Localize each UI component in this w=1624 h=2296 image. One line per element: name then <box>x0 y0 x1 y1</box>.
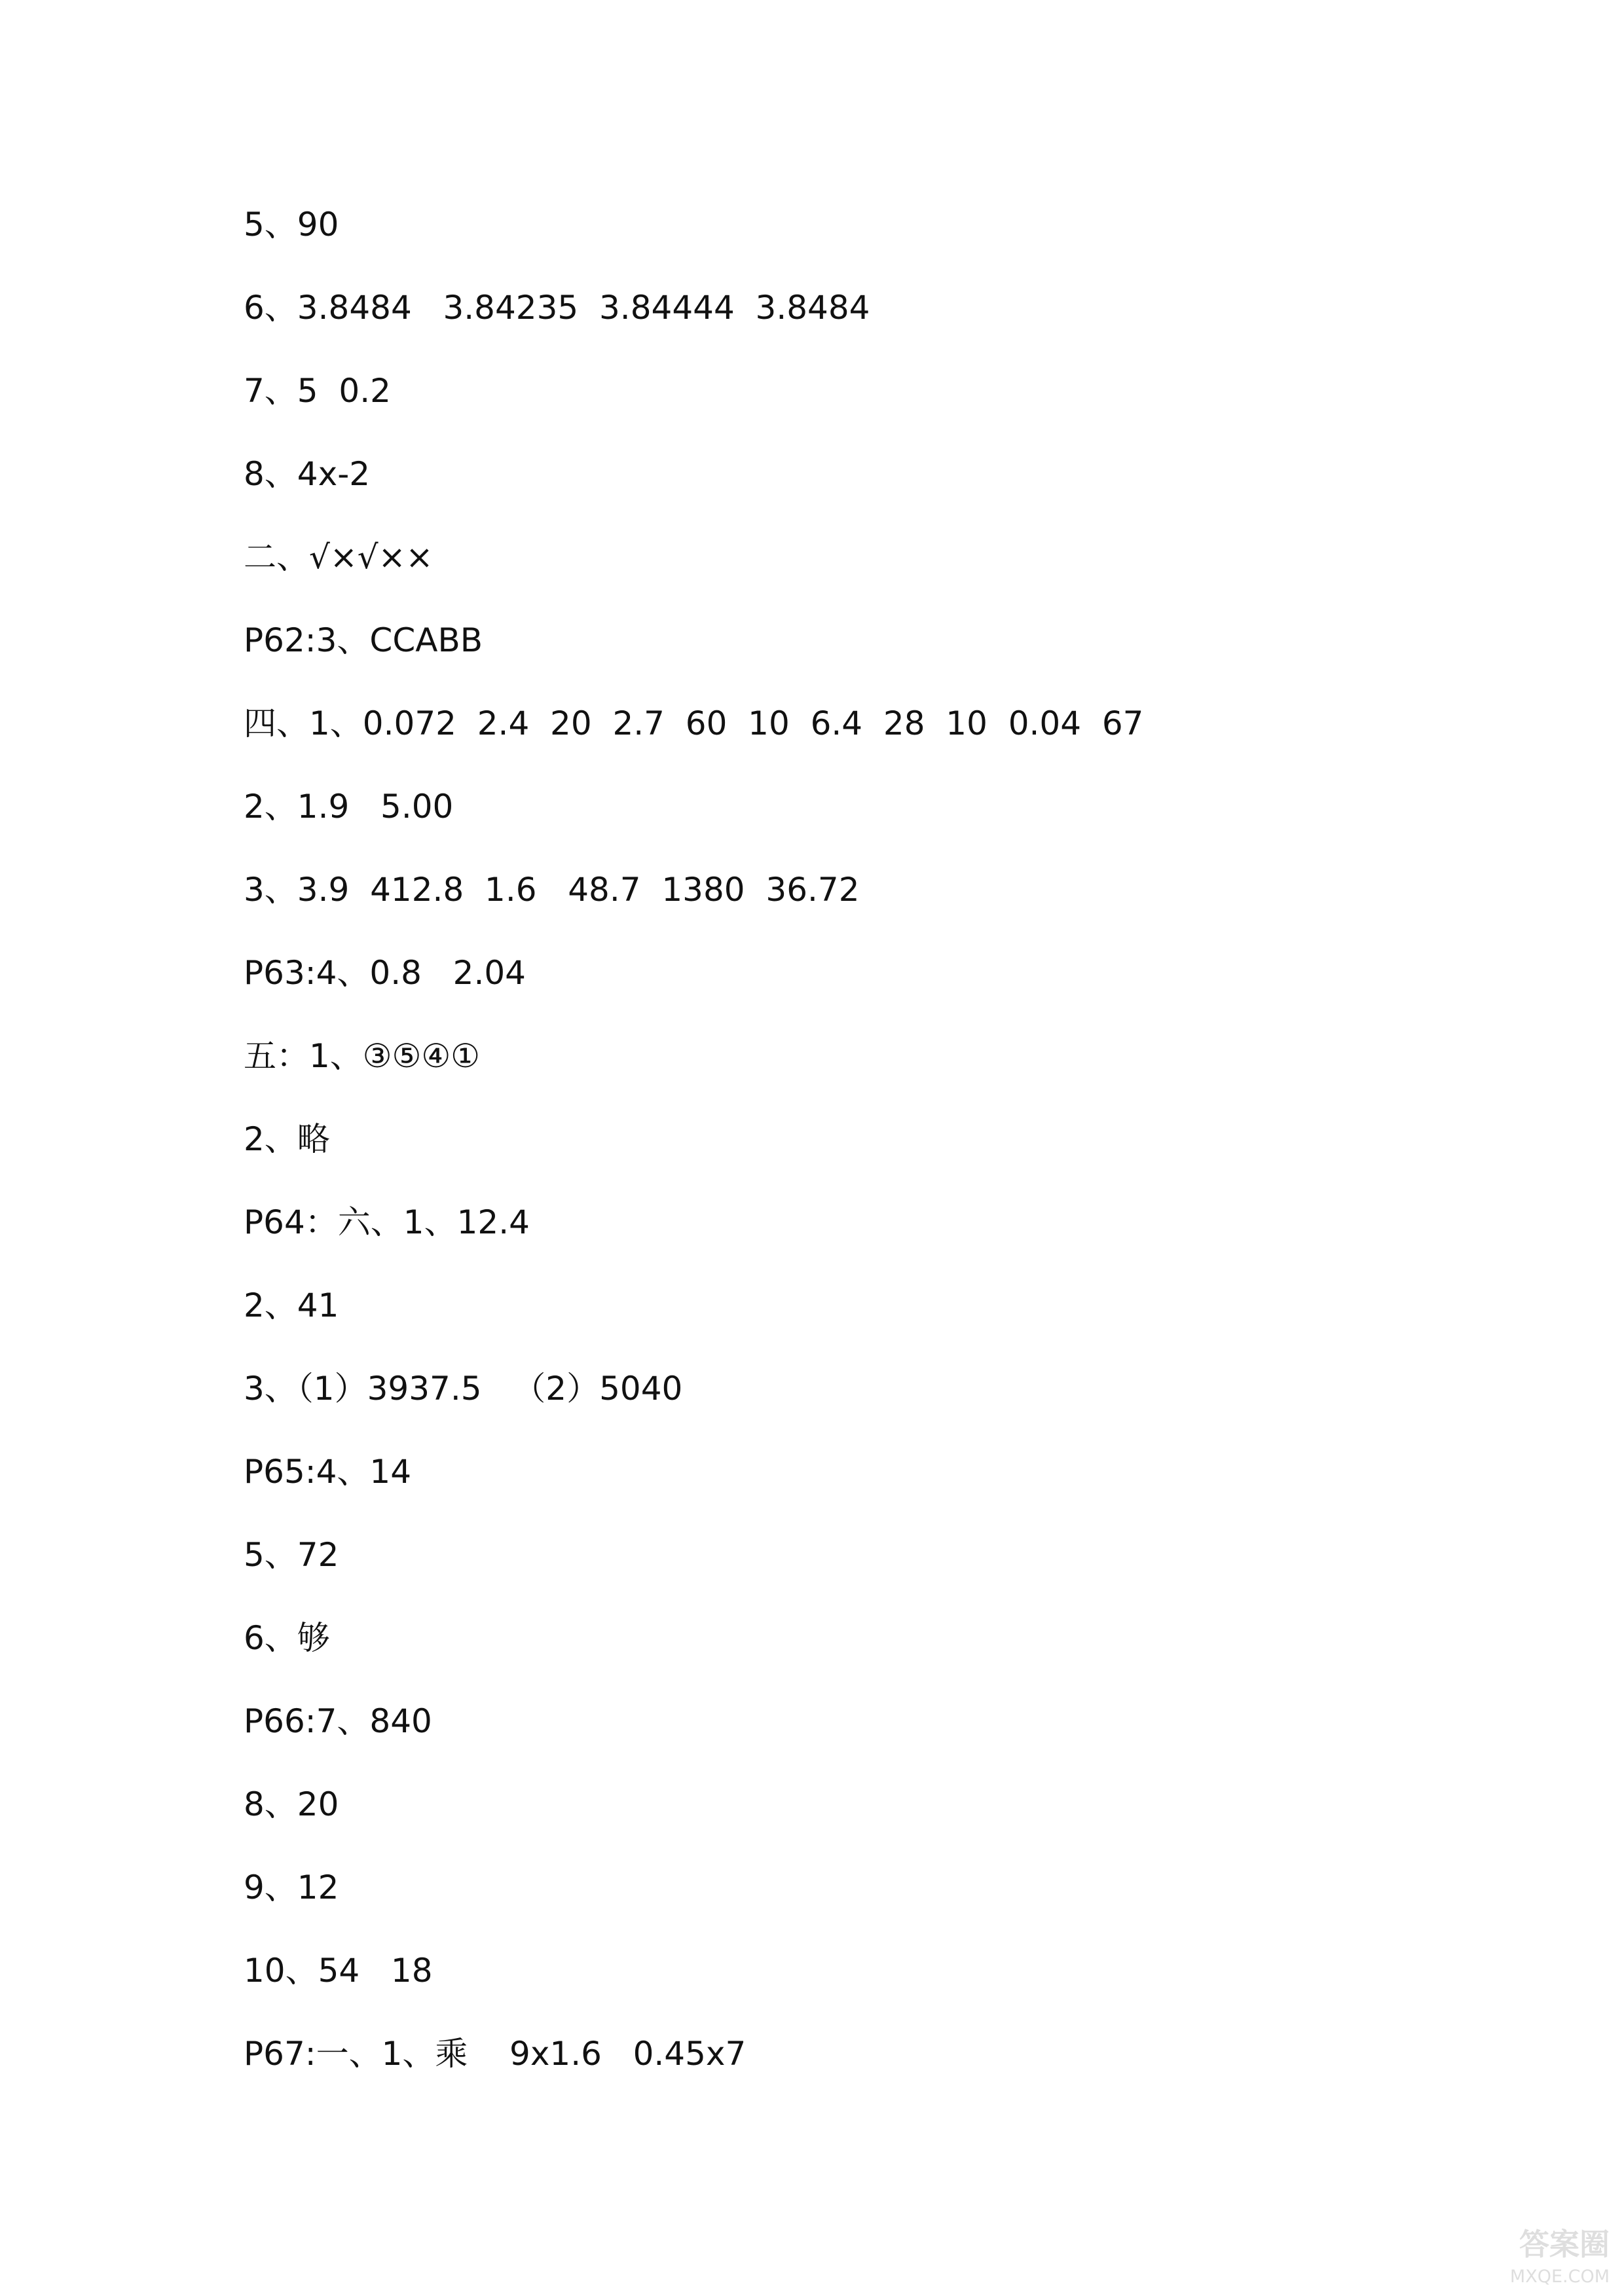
answer-line: 2、41 <box>244 1286 339 1324</box>
answer-line: 五：1、③⑤④① <box>244 1037 481 1075</box>
answer-line: 四、1、0.072 2.4 20 2.7 60 10 6.4 28 10 0.04 67 <box>244 704 1144 742</box>
watermark-logo: 答案圈 <box>1519 2227 1610 2262</box>
answer-line: 10、54 18 <box>244 1952 433 1990</box>
answer-line: 2、略 <box>244 1120 330 1158</box>
answer-line: 8、20 <box>244 1785 339 1823</box>
answer-line: 6、3.8484 3.84235 3.84444 3.8484 <box>244 289 870 327</box>
answer-line: P63:4、0.8 2.04 <box>244 954 526 992</box>
answer-line: 5、90 <box>244 206 339 244</box>
answer-line: 3、3.9 412.8 1.6 48.7 1380 36.72 <box>244 871 860 909</box>
watermark <box>1452 2225 1610 2288</box>
answer-line: P64：六、1、12.4 <box>244 1203 530 1241</box>
answer-line: P66:7、840 <box>244 1702 432 1740</box>
answer-line: 2、1.9 5.00 <box>244 788 454 826</box>
answer-line: 5、72 <box>244 1536 339 1574</box>
answer-line: 9、12 <box>244 1868 339 1906</box>
answer-line: 3、（1）3937.5 （2）5040 <box>244 1370 683 1408</box>
watermark-url: MXQE.COM <box>1509 2267 1610 2287</box>
answer-line: 8、4x-2 <box>244 455 371 493</box>
answer-line: P62:3、CCABB <box>244 621 483 659</box>
answer-line: 7、5 0.2 <box>244 372 391 410</box>
answer-list <box>244 196 1143 2109</box>
answer-line: P65:4、14 <box>244 1453 412 1491</box>
answer-line: P67:一、1、乘 9x1.6 0.45x7 <box>244 2035 747 2073</box>
answer-line: 6、够 <box>244 1619 330 1657</box>
answer-line: 二、√×√×× <box>244 538 434 576</box>
